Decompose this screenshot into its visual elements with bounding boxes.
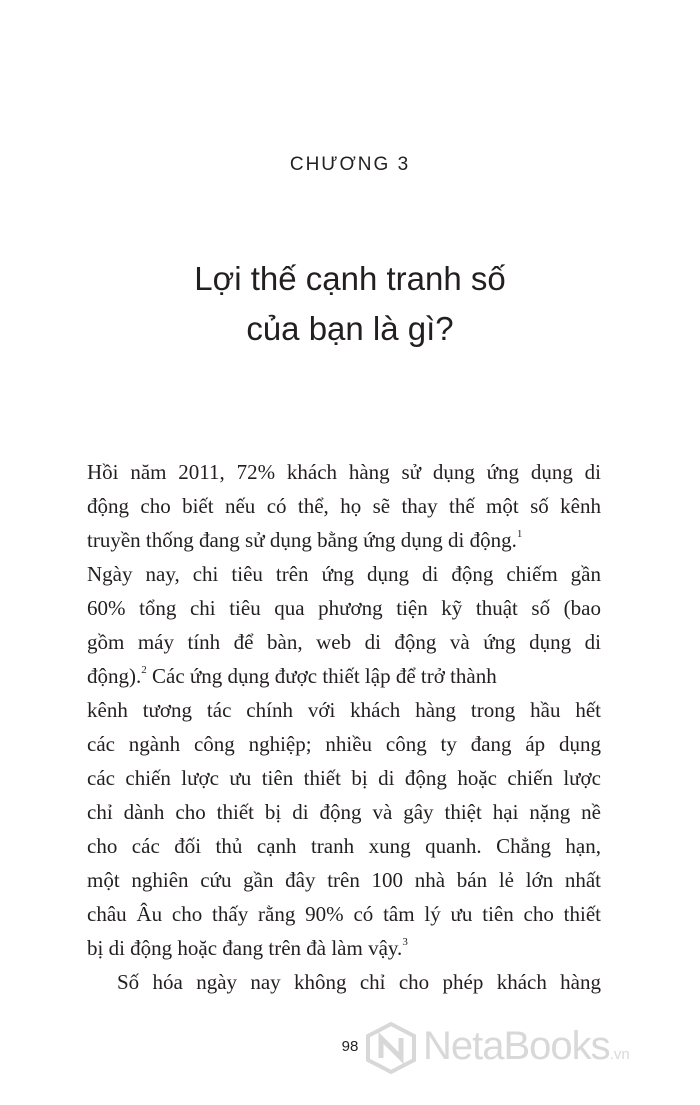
body-line: kênh tương tác chính với khách hàng trong hầu hết bbox=[87, 698, 601, 722]
page-number: 98 bbox=[341, 1038, 359, 1055]
body-line: Ngày nay, chi tiêu trên ứng dụng di động chiếm gần bbox=[87, 562, 601, 586]
watermark-suffix: .vn bbox=[609, 1046, 630, 1063]
body-line: châu Âu cho thấy rằng 90% có tâm lý ưu tiên cho thiết bbox=[87, 902, 601, 926]
body-line: Số hóa ngày nay không chỉ cho phép khách hàng bbox=[117, 970, 601, 994]
chapter-title bbox=[0, 254, 700, 354]
watermark-text bbox=[423, 1024, 630, 1069]
body-line bbox=[87, 659, 601, 693]
body-text bbox=[87, 455, 601, 999]
watermark-name: NetaBooks bbox=[423, 1024, 610, 1068]
body-line: các chiến lược ưu tiên thiết bị di động hoặc chiến lược bbox=[87, 766, 601, 790]
chapter-title-line-2: của bạn là gì? bbox=[246, 310, 454, 347]
body-line: gồm máy tính để bàn, web di động và ứng dụng di bbox=[87, 630, 601, 654]
footnote-marker: 1 bbox=[516, 528, 523, 540]
netabooks-logo-icon bbox=[365, 1022, 417, 1074]
footnote-marker: 3 bbox=[402, 936, 408, 948]
body-line: cho các đối thủ cạnh tranh xung quanh. Chẳng hạn, bbox=[87, 834, 601, 858]
chapter-title-line-1: Lợi thế cạnh tranh số bbox=[194, 260, 506, 297]
body-line-text: Các ứng dụng được thiết lập để trở thành bbox=[152, 664, 497, 688]
body-line: chỉ dành cho thiết bị di động và gây thiệt hại nặng nề bbox=[87, 800, 601, 824]
body-line: 60% tổng chi tiêu qua phương tiện kỹ thuật số (bao bbox=[87, 596, 601, 620]
body-line bbox=[87, 931, 601, 965]
body-line: động cho biết nếu có thể, họ sẽ thay thế một số kênh bbox=[87, 494, 601, 518]
body-line: các ngành công nghiệp; nhiều công ty đang áp dụng bbox=[87, 732, 601, 756]
body-line: Hồi năm 2011, 72% khách hàng sử dụng ứng dụng di bbox=[87, 460, 601, 484]
body-line bbox=[87, 523, 601, 557]
body-line: một nghiên cứu gần đây trên 100 nhà bán lẻ lớn nhất bbox=[87, 868, 601, 892]
body-line-text: bị di động hoặc đang trên đà làm vậy. bbox=[87, 936, 403, 960]
body-line-text: động). bbox=[87, 664, 142, 688]
chapter-label: CHƯƠNG 3 bbox=[289, 154, 411, 175]
watermark bbox=[365, 1018, 695, 1078]
footnote-marker: 2 bbox=[141, 664, 147, 676]
body-line-text: truyền thống đang sử dụng bằng ứng dụng di động. bbox=[87, 528, 517, 552]
